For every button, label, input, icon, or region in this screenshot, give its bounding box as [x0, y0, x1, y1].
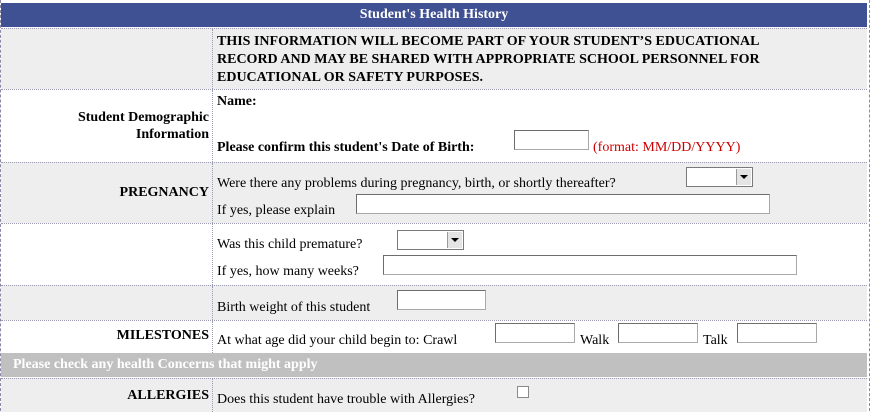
- allergies-row: [1, 378, 867, 412]
- chevron-down-icon: [736, 169, 751, 185]
- premature-weeks-input[interactable]: [383, 255, 797, 275]
- column-divider: [212, 29, 213, 89]
- birth-weight-content: [217, 286, 867, 320]
- pregnancy-problems-select[interactable]: [686, 167, 753, 187]
- notice-line: THIS INFORMATION WILL BECOME PART OF YOUR STUDENT’S EDUCATIONAL: [217, 34, 760, 49]
- premature-select[interactable]: [397, 230, 464, 250]
- label-line: Student Demographic: [77, 110, 209, 125]
- page-title: Student's Health History: [1, 3, 867, 27]
- allergies-label: ALLERGIES: [127, 388, 209, 403]
- crawl-input[interactable]: [495, 323, 575, 343]
- notice-line: EDUCATIONAL OR SAFETY PURPOSES.: [217, 70, 484, 85]
- talk-input[interactable]: [737, 323, 817, 343]
- pregnancy-question: Were there any problems during pregnancy, birth, or shortly thereafter?: [217, 176, 616, 191]
- notice-text: [217, 33, 867, 87]
- milestones-content: [217, 321, 867, 353]
- birth-weight-row: [1, 285, 867, 320]
- pregnancy-label: PREGNANCY: [119, 185, 209, 200]
- premature-content: [217, 224, 867, 285]
- birth-weight-input[interactable]: [397, 290, 486, 310]
- column-divider: [212, 379, 213, 412]
- chevron-down-icon: [447, 232, 462, 248]
- dob-format-hint: (format: MM/DD/YYYY): [593, 140, 741, 155]
- name-label: Name:: [217, 94, 257, 109]
- demographic-label: [1, 109, 209, 143]
- column-divider: [212, 286, 213, 320]
- dob-label: Please confirm this student's Date of Birth:: [217, 140, 475, 155]
- premature-row: [1, 223, 867, 285]
- notice-line: RECORD AND MAY BE SHARED WITH APPROPRIATE SCHOOL PERSONNEL FOR: [217, 52, 760, 67]
- pregnancy-explain-input[interactable]: [356, 194, 770, 214]
- walk-label: Walk: [580, 333, 610, 348]
- allergies-content: [217, 379, 867, 412]
- column-divider: [212, 163, 213, 223]
- concerns-heading: Please check any health Concerns that might apply: [13, 357, 318, 372]
- column-divider: [212, 90, 213, 162]
- talk-label: Talk: [703, 333, 728, 348]
- milestones-label: MILESTONES: [116, 328, 209, 343]
- concerns-section-header: [1, 353, 867, 377]
- dob-input[interactable]: [514, 130, 589, 150]
- label-line: Information: [135, 127, 209, 142]
- demographic-content: [217, 90, 867, 162]
- allergies-checkbox[interactable]: [517, 386, 529, 398]
- walk-input[interactable]: [618, 323, 698, 343]
- crawl-label: At what age did your child begin to: Crawl: [217, 333, 458, 348]
- pregnancy-row: [1, 162, 867, 223]
- column-divider: [212, 321, 213, 353]
- column-divider: [212, 224, 213, 285]
- pregnancy-content: [217, 163, 867, 223]
- milestones-row: [1, 320, 867, 353]
- birth-weight-label: Birth weight of this student: [217, 300, 371, 315]
- premature-question: Was this child premature?: [217, 237, 363, 252]
- demographic-row: [1, 89, 867, 162]
- pregnancy-explain-label: If yes, please explain: [217, 203, 336, 218]
- allergies-question: Does this student have trouble with Allergies?: [217, 392, 475, 407]
- premature-weeks-label: If yes, how many weeks?: [217, 264, 359, 279]
- notice-row: [1, 28, 867, 89]
